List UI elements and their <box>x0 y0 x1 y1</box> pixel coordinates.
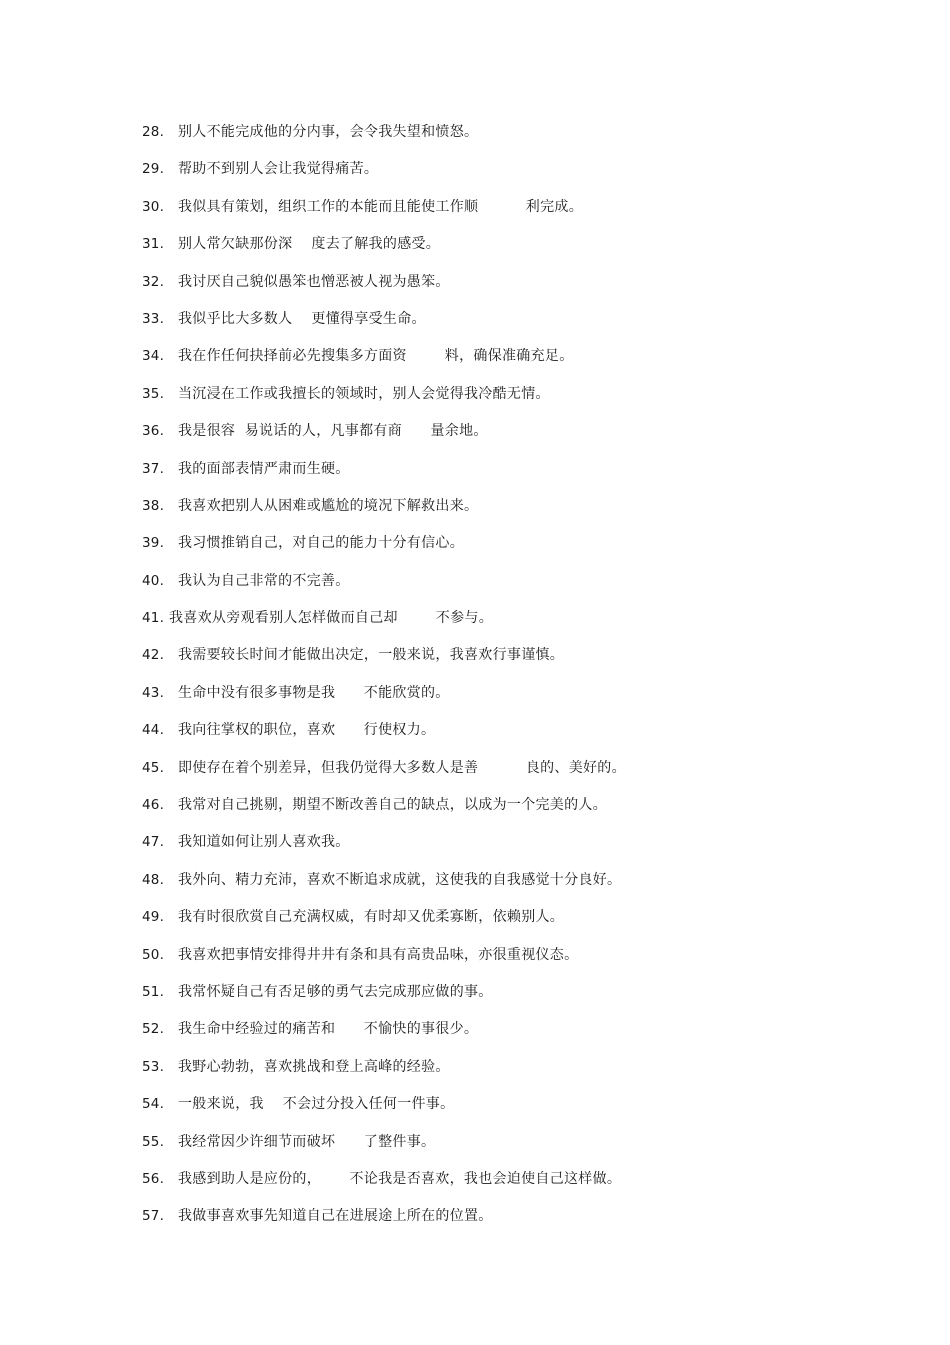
list-item <box>142 495 842 532</box>
list-item <box>142 682 842 719</box>
list-item <box>142 458 842 495</box>
list-item <box>142 1168 842 1205</box>
item-number: 35. <box>142 385 165 402</box>
item-text: 我讨厌自己貌似愚笨也憎恶被人视为愚笨。 <box>178 273 450 290</box>
item-number: 28. <box>142 124 165 140</box>
item-text: 我有时很欣赏自己充满权威，有时却又优柔寡断，依赖别人。 <box>178 909 565 926</box>
item-number: 43. <box>142 684 165 701</box>
list-item <box>142 308 842 345</box>
item-text: 我需要较长时间才能做出决定，一般来说，我喜欢行事谨慎。 <box>178 647 565 664</box>
item-text: 我喜欢从旁观看别人怎样做而自己却 不参与。 <box>169 610 493 627</box>
item-number: 52. <box>142 1021 165 1038</box>
item-number: 54. <box>142 1096 165 1113</box>
item-text: 我常怀疑自己有否足够的勇气去完成那应做的事。 <box>178 983 493 1000</box>
item-text: 我经常因少许细节而破坏 了整件事。 <box>178 1133 436 1150</box>
item-number: 47. <box>142 834 165 851</box>
item-text: 我的面部表情严肃而生硬。 <box>178 460 350 477</box>
item-text: 我习惯推销自己，对自己的能力十分有信心。 <box>178 535 464 552</box>
list-item <box>142 869 842 906</box>
item-text: 我野心勃勃，喜欢挑战和登上高峰的经验。 <box>178 1058 450 1075</box>
item-number: 41. <box>142 610 165 627</box>
list-item <box>142 532 842 569</box>
item-text: 我在作任何抉择前必先搜集多方面资 料，确保准确充足。 <box>178 348 574 365</box>
list-item <box>142 1131 842 1168</box>
list-item <box>142 121 842 158</box>
item-number: 29. <box>142 161 165 178</box>
item-text: 我生命中经验过的痛苦和 不愉快的事很少。 <box>178 1021 479 1038</box>
item-number: 33. <box>142 310 165 327</box>
item-text: 我感到助人是应份的， 不论我是否喜欢，我也会迫使自己这样做。 <box>178 1170 622 1187</box>
list-item <box>142 1056 842 1093</box>
item-text: 我向往掌权的职位，喜欢 行使权力。 <box>178 722 436 739</box>
item-text: 我似具有策划，组织工作的本能而且能使工作顺 利完成。 <box>178 198 583 215</box>
item-number: 38. <box>142 497 165 514</box>
item-number: 40. <box>142 572 165 589</box>
question-list <box>142 121 842 1243</box>
item-number: 46. <box>142 797 165 814</box>
item-text: 我常对自己挑剔，期望不断改善自己的缺点，以成为一个完美的人。 <box>178 797 607 814</box>
item-number: 30. <box>142 198 165 215</box>
item-number: 51. <box>142 983 165 1000</box>
list-item <box>142 196 842 233</box>
item-number: 45. <box>142 759 165 776</box>
list-item <box>142 719 842 756</box>
item-text: 当沉浸在工作或我擅长的领域时，别人会觉得我冷酷无情。 <box>178 385 550 402</box>
list-item <box>142 383 842 420</box>
list-item <box>142 271 842 308</box>
item-text: 一般来说，我 不会过分投入任何一件事。 <box>178 1096 455 1113</box>
list-item <box>142 420 842 457</box>
item-text: 帮助不到别人会让我觉得痛苦。 <box>178 161 379 178</box>
item-text: 我认为自己非常的不完善。 <box>178 572 350 589</box>
list-item <box>142 981 842 1018</box>
item-number: 31. <box>142 236 165 253</box>
item-text: 我似乎比大多数人 更懂得享受生命。 <box>178 310 426 327</box>
list-item <box>142 944 842 981</box>
item-text: 别人不能完成他的分内事，会令我失望和愤怒。 <box>178 124 479 140</box>
item-number: 57. <box>142 1208 165 1225</box>
item-text: 我做事喜欢事先知道自己在进展途上所在的位置。 <box>178 1208 493 1225</box>
item-text: 我外向、精力充沛，喜欢不断追求成就，这使我的自我感觉十分良好。 <box>178 871 622 888</box>
list-item <box>142 644 842 681</box>
item-text: 别人常欠缺那份深 度去了解我的感受。 <box>178 236 441 253</box>
item-text: 即使存在着个别差异，但我仍觉得大多数人是善 良的、美好的。 <box>178 759 626 776</box>
item-text: 我喜欢把别人从困难或尴尬的境况下解救出来。 <box>178 497 479 514</box>
item-number: 50. <box>142 946 165 963</box>
list-item <box>142 757 842 794</box>
item-number: 48. <box>142 871 165 888</box>
item-number: 37. <box>142 460 165 477</box>
item-text: 我是很容 易说话的人，凡事都有商 量余地。 <box>178 423 488 440</box>
list-item <box>142 906 842 943</box>
item-number: 42. <box>142 647 165 664</box>
item-number: 36. <box>142 423 165 440</box>
list-item <box>142 1093 842 1130</box>
item-number: 55. <box>142 1133 165 1150</box>
item-number: 32. <box>142 273 165 290</box>
list-item <box>142 831 842 868</box>
list-item <box>142 1018 842 1055</box>
item-text: 生命中没有很多事物是我 不能欣赏的。 <box>178 684 450 701</box>
item-number: 56. <box>142 1170 165 1187</box>
list-item <box>142 345 842 382</box>
item-number: 53. <box>142 1058 165 1075</box>
list-item <box>142 1205 842 1242</box>
item-number: 44. <box>142 722 165 739</box>
list-item <box>142 158 842 195</box>
list-item <box>142 607 842 644</box>
item-text: 我喜欢把事情安排得井井有条和具有高贵品味，亦很重视仪态。 <box>178 946 579 963</box>
list-item <box>142 794 842 831</box>
list-item <box>142 233 842 270</box>
item-number: 39. <box>142 535 165 552</box>
list-item <box>142 570 842 607</box>
item-text: 我知道如何让别人喜欢我。 <box>178 834 350 851</box>
item-number: 49. <box>142 909 165 926</box>
item-number: 34. <box>142 348 165 365</box>
